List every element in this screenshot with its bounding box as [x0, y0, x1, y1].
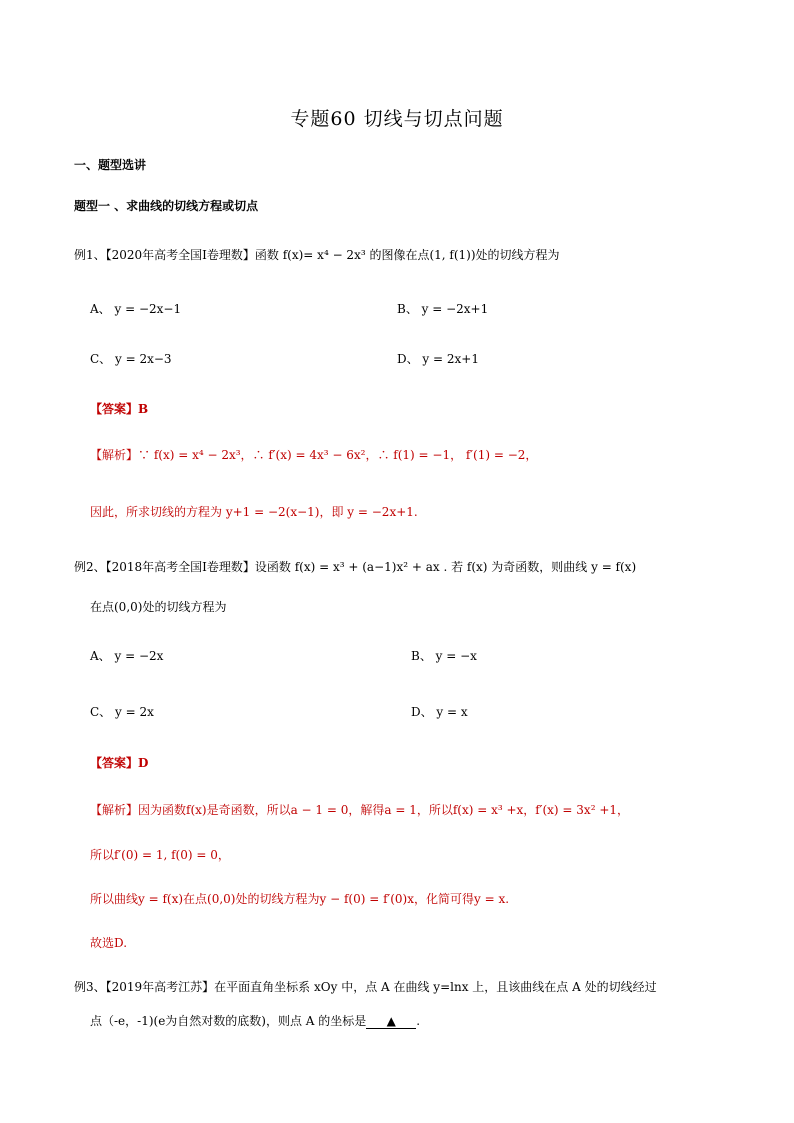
- example-3-stem-line-2: [90, 1012, 420, 1029]
- example-2-stem-line-2: 在点(0,0)处的切线方程为: [90, 600, 227, 614]
- example-2-analysis-line-3: 所以曲线y = f(x)在点(0,0)处的切线方程为y − f(0) = f′(0)x，化简可得y = x.: [90, 892, 510, 906]
- example-3-stem-end: .: [416, 1014, 421, 1028]
- example-2-analysis-line-2: 所以f′(0) = 1, f(0) = 0，: [90, 848, 230, 862]
- page-title: 专题60 切线与切点问题: [290, 108, 504, 130]
- example-2-option-b: B、 y = −x: [411, 649, 477, 663]
- example-2-option-a: A、 y = −2x: [90, 649, 164, 663]
- example-1-analysis-line-1: 【解析】∵ f(x) = x⁴ − 2x³，∴ f′(x) = 4x³ − 6x²，∴ f(1) = −1， f′(1) = −2，: [90, 448, 538, 462]
- example-2-option-d: D、 y = x: [411, 705, 468, 719]
- example-2-analysis-line-4: 故选D.: [90, 936, 128, 950]
- example-1-answer: 【答案】B: [90, 402, 149, 416]
- example-3-stem-line-1: 例3、【2019年高考江苏】在平面直角坐标系 xOy 中，点 A 在曲线 y=lnx 上，且该曲线在点 A 处的切线经过: [74, 980, 657, 994]
- example-2-answer: 【答案】D: [90, 756, 149, 770]
- example-3-stem-text: 点（-e，-1)(e为自然对数的底数)，则点 A 的坐标是: [90, 1014, 367, 1028]
- example-2-analysis-line-1: 【解析】因为函数f(x)是奇函数，所以a − 1 = 0，解得a = 1，所以f(x) = x³ +x，f′(x) = 3x² +1，: [90, 803, 630, 817]
- example-1-option-b: B、 y = −2x+1: [397, 302, 489, 316]
- example-1-option-d: D、 y = 2x+1: [397, 352, 479, 366]
- example-2-option-c: C、 y = 2x: [90, 705, 154, 719]
- example-1-option-a: A、 y = −2x−1: [90, 302, 182, 316]
- answer-blank[interactable]: ▲: [366, 1014, 416, 1029]
- section-heading: 一、题型选讲: [74, 158, 147, 172]
- example-1-analysis-line-2: 因此，所求切线的方程为 y+1 = −2(x−1)，即 y = −2x+1.: [90, 505, 418, 519]
- example-2-stem-line-1: 例2、【2018年高考全国Ⅰ卷理数】设函数 f(x) = x³ + (a−1)x² + ax . 若 f(x) 为奇函数，则曲线 y = f(x): [74, 560, 637, 574]
- example-1-option-c: C、 y = 2x−3: [90, 352, 172, 366]
- question-type-heading: 题型一 、求曲线的切线方程或切点: [74, 199, 259, 213]
- example-1-stem: 例1、【2020年高考全国Ⅰ卷理数】函数 f(x)= x⁴ − 2x³ 的图像在点(1, f(1))处的切线方程为: [74, 248, 560, 262]
